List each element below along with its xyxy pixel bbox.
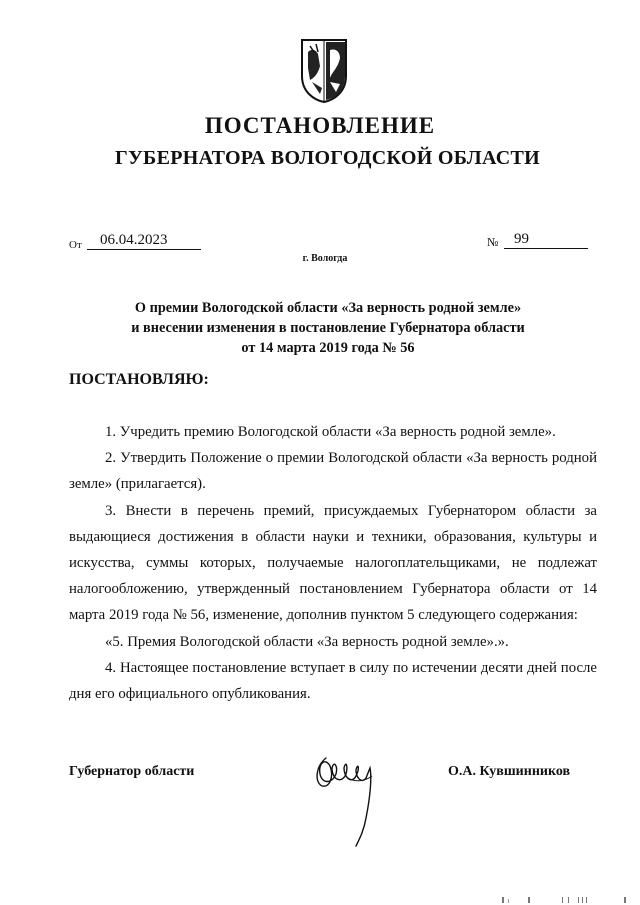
signer-position: Губернатор области [69, 764, 195, 779]
number-prefix: № [487, 235, 499, 249]
decree-heading: ПОСТАНОВЛЯЮ: [69, 371, 209, 388]
subject-line: О премии Вологодской области «За верность родной земле» [134, 300, 522, 316]
paragraph: 4. Настоящее постановление вступает в силу по истечении десяти дней после дня его официального опубликования. [69, 659, 597, 703]
paragraph: 3. Внести в перечень премий, присуждаемых Губернатором области за выдающиеся достижения в области науки и техники, образования, культуры и искусства, суммы которых, получаемые налогоплательщиками, не подлежат налогообложению, утвержденный постановлением Губернатора области от 14 марта 2019 года № 56, изменение, дополнив пунктом 5 следующего содержания: [69, 502, 597, 624]
handwritten-signature-icon [308, 738, 393, 848]
date-prefix: От [69, 239, 82, 251]
subject-line: от 14 марта 2019 года № 56 [241, 340, 415, 356]
document-body [69, 419, 597, 707]
document-type-title: ПОСТАНОВЛЕНИЕ [204, 113, 436, 138]
vologda-coat-of-arms-icon [300, 38, 348, 104]
paragraph: 2. Утвердить Положение о премии Вологодской области «За верность родной земле» (прилагается). [69, 450, 597, 493]
subject-line: и внесении изменения в постановление Губернатора области [131, 320, 525, 336]
city-label: г. Вологда [302, 253, 348, 264]
document-number: 99 [504, 230, 588, 249]
document-subject [0, 298, 640, 358]
scan-marks [500, 896, 630, 905]
paragraph: «5. Премия Вологодской области «За верность родной земле».». [105, 633, 509, 650]
issuer-title: ГУБЕРНАТОРА ВОЛОГОДСКОЙ ОБЛАСТИ [115, 147, 540, 169]
signer-name: О.А. Кувшинников [448, 764, 571, 779]
paragraph: 1. Учредить премию Вологодской области «За верность родной земле». [105, 424, 556, 440]
document-date: 06.04.2023 [87, 231, 201, 250]
